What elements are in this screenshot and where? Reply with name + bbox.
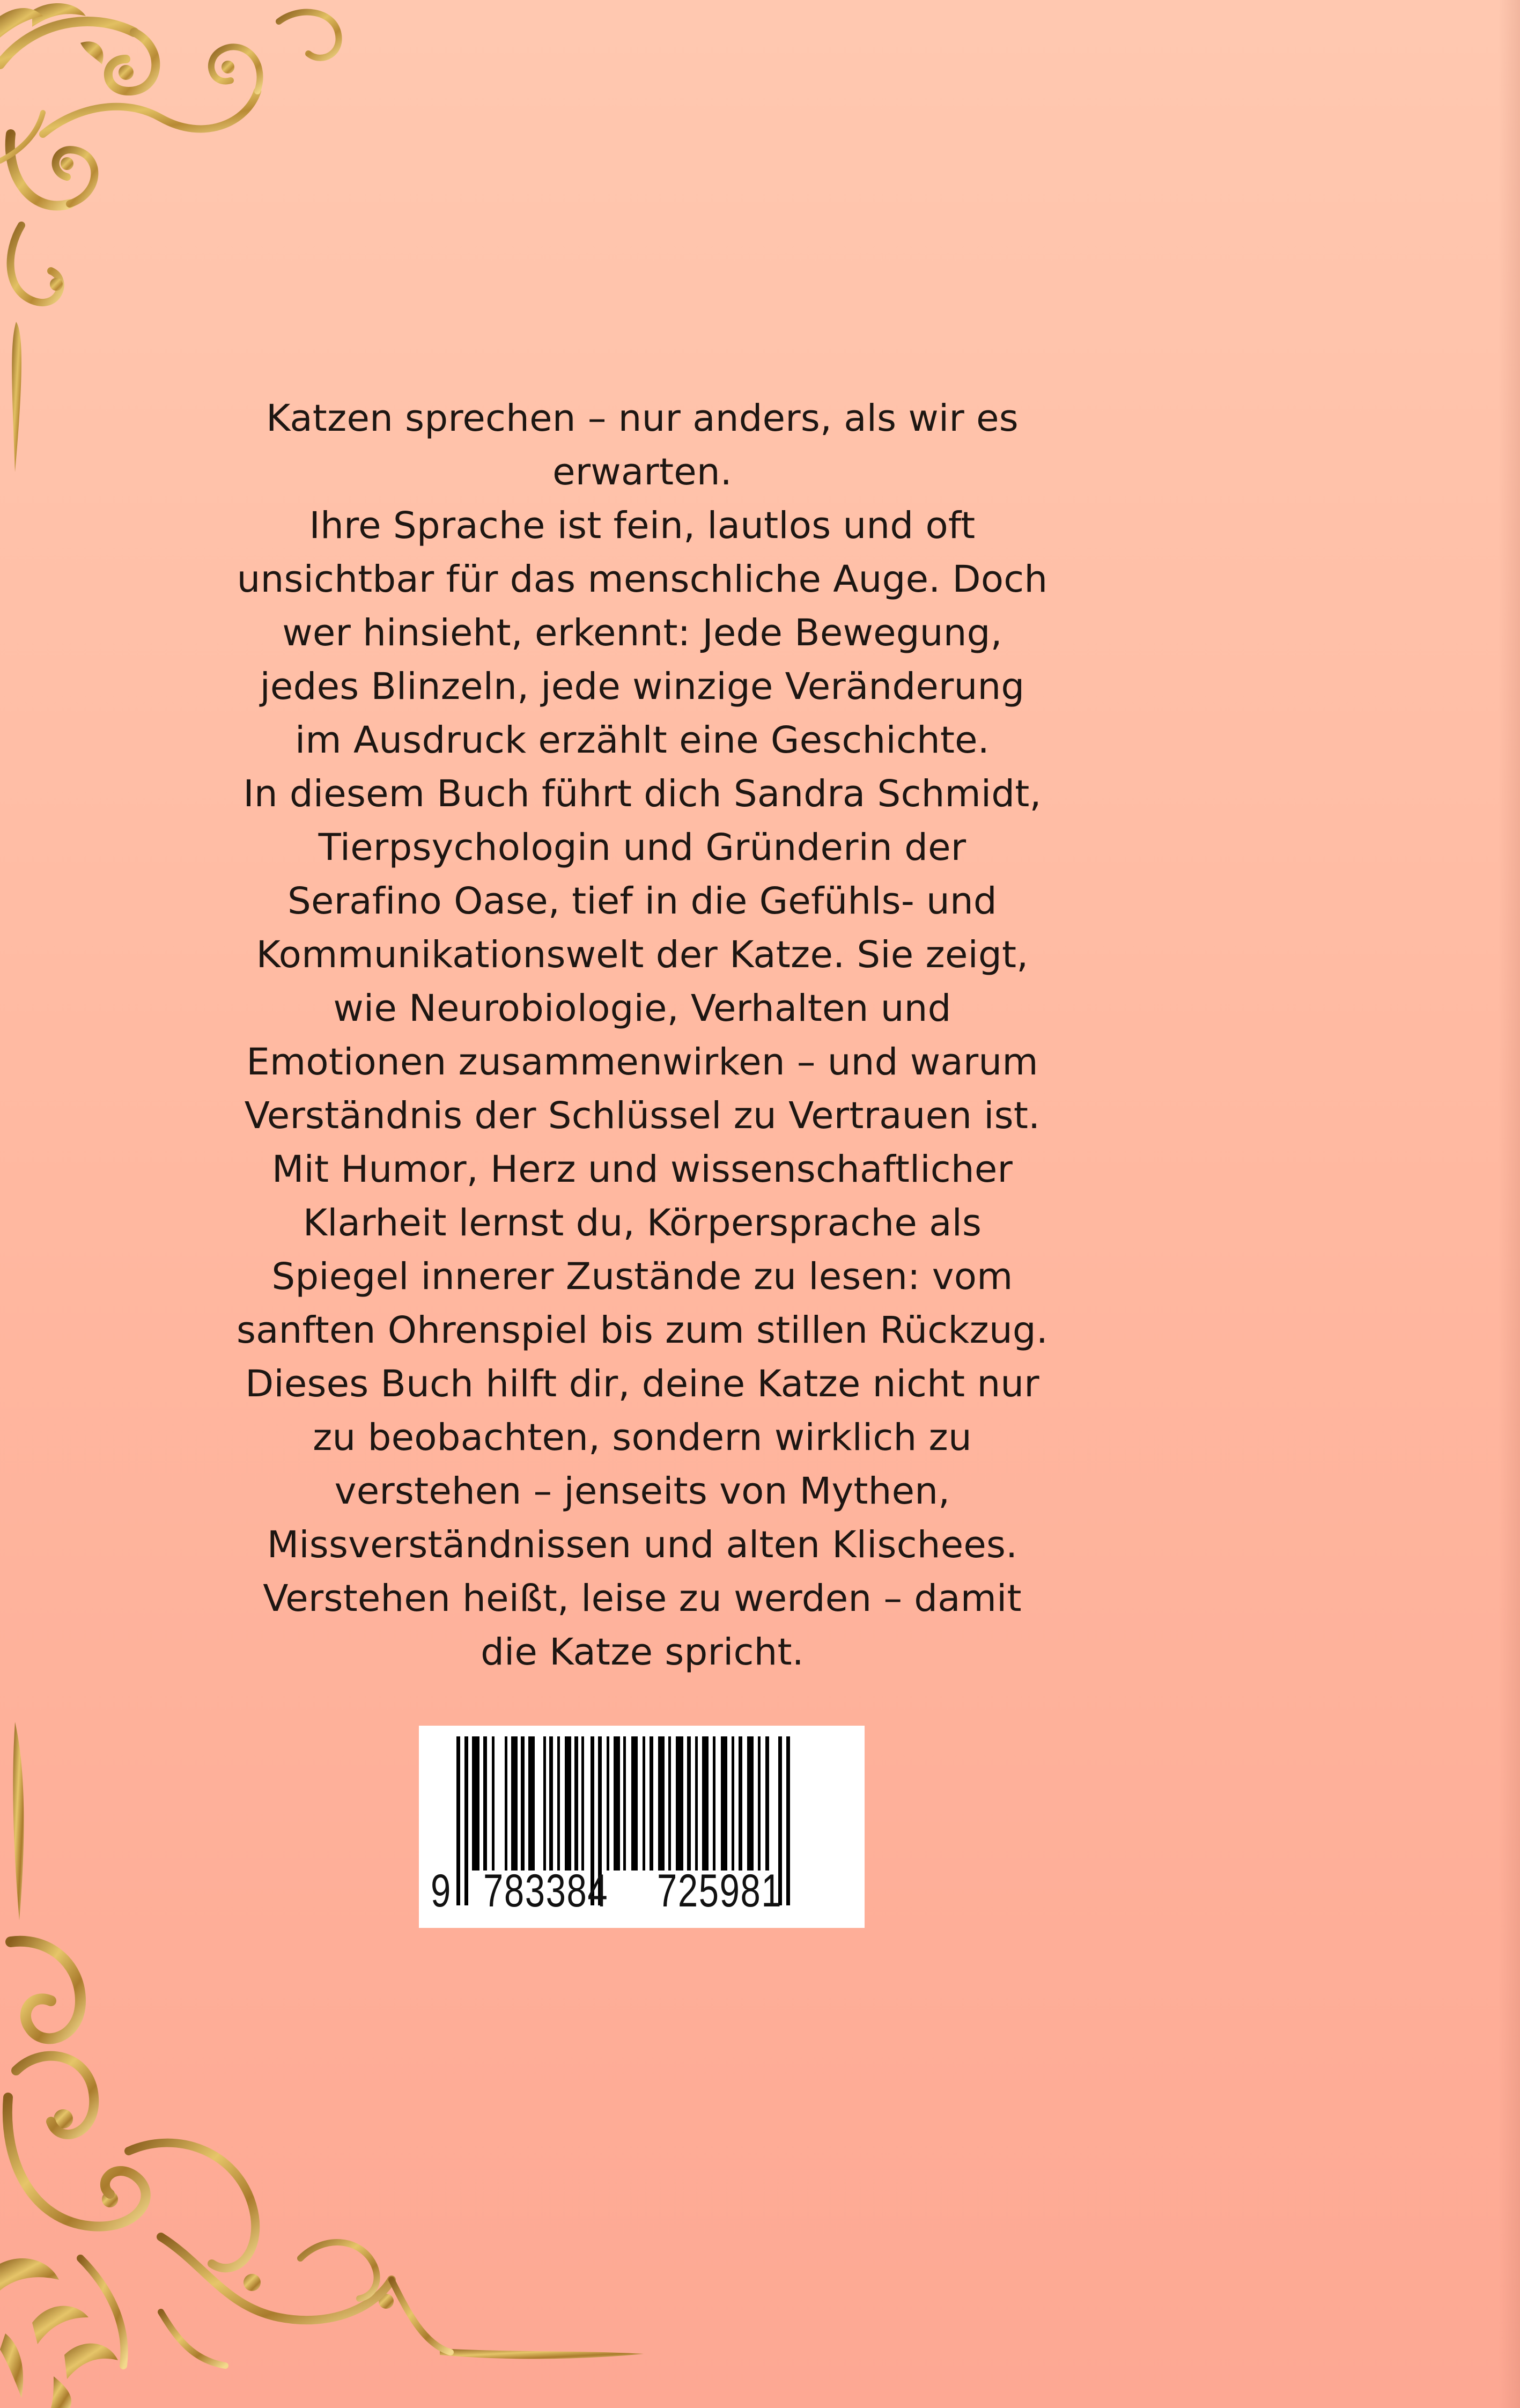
barcode-left-digits: 783384 (483, 1865, 609, 1917)
back-cover-blurb (236, 392, 1049, 1679)
blurb-paragraph-5: Verstehen heißt, leise zu werden – damit die Katze spricht. (263, 1577, 1022, 1674)
blurb-paragraph-4: Mit Humor, Herz und wissenschaftlicher Klarheit lernst du, Körpersprache als Spiegel innerer Zustände zu lesen: vom sanften Ohrenspiel bis zum stillen Rückzug. Dieses Buch hilft dir, deine Katze nicht nur zu beobachten, sondern wirklich zu verstehen – jenseits von Mythen, Missverständnissen und alten Klischees. (236, 1148, 1049, 1566)
barcode-lead-digit: 9 (431, 1865, 452, 1917)
blurb-paragraph-1: Katzen sprechen – nur anders, als wir es erwarten. (266, 397, 1019, 494)
spine-shadow (1499, 0, 1520, 2408)
isbn-barcode (419, 1726, 865, 1928)
barcode-right-digits: 725981 (657, 1865, 783, 1917)
blurb-paragraph-2: Ihre Sprache ist fein, lautlos und oft unsichtbar für das menschliche Auge. Doch wer hinsieht, erkennt: Jede Bewegung, jedes Blinzeln, jede winzige Veränderung im Ausdruck erzählt eine Geschichte. (237, 504, 1048, 762)
blurb-paragraph-3: In diesem Buch führt dich Sandra Schmidt, Tierpsychologin und Gründerin der Serafino Oase, tief in die Gefühls- und Kommunikationswelt der Katze. Sie zeigt, wie Neurobiologie, Verhalten und Emotionen zusammenwirken – und warum Verständnis der Schlüssel zu Vertrauen ist. (243, 772, 1042, 1137)
